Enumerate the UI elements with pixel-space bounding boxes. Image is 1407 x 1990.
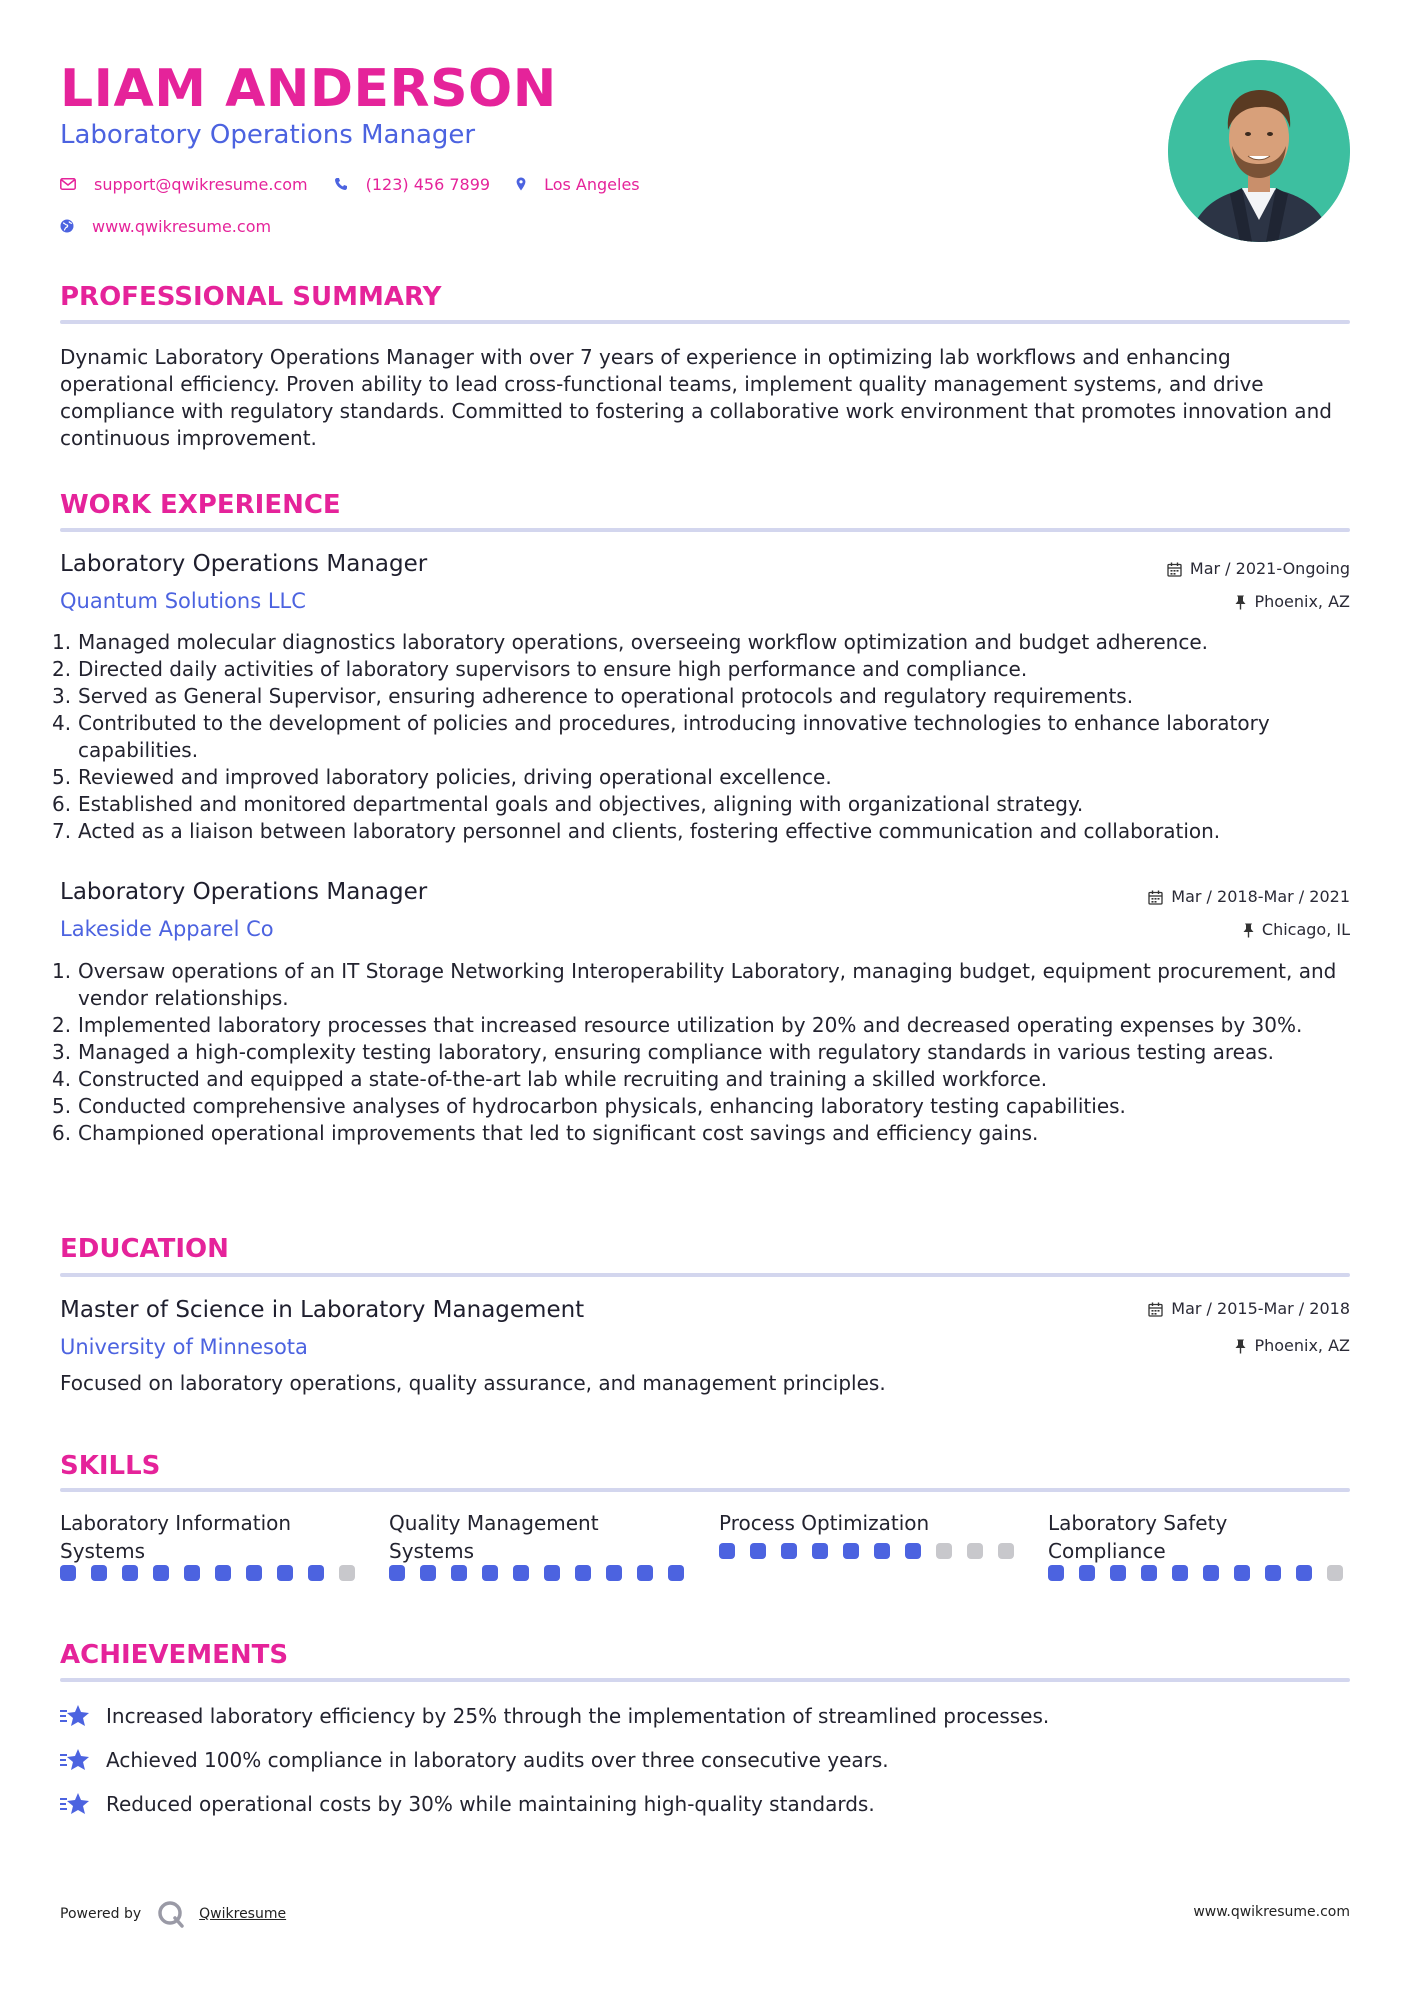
job-company: Lakeside Apparel Co <box>60 917 274 941</box>
calendar-icon <box>1148 890 1163 905</box>
contact-email[interactable] <box>60 175 308 194</box>
achievement-item <box>60 1702 1049 1730</box>
website-text: www.qwikresume.com <box>92 216 272 236</box>
education-location <box>1235 1335 1350 1357</box>
skill-rating <box>389 1565 689 1581</box>
degree-title: Master of Science in Laboratory Management <box>60 1297 585 1323</box>
education-location-text: Phoenix, AZ <box>1254 1336 1350 1355</box>
list-item: 7. Acted as a liaison between laboratory personnel and clients, fostering effective communication and collaboration. <box>52 819 1221 843</box>
job-role: Laboratory Operations Manager <box>60 879 428 905</box>
powered-by-label: Powered by <box>60 1906 142 1922</box>
skill-item <box>1048 1509 1348 1581</box>
summary-text: Dynamic Laboratory Operations Manager with over 7 years of experience in optimizing lab workflows and enhancing operational efficiency. Proven ability to lead cross-functional teams, implement quality management systems, and drive compliance with regulatory standards. Committed to fostering a collaborative work environment that promotes innovation and continuous improvement. <box>60 345 1332 450</box>
education-dates-text: Mar / 2015-Mar / 2018 <box>1171 1299 1350 1318</box>
rating-dot-filled <box>153 1565 169 1581</box>
rating-dot-filled <box>308 1565 324 1581</box>
star-icon <box>60 1704 90 1728</box>
job-location-text: Phoenix, AZ <box>1254 592 1350 611</box>
rating-dot-empty <box>936 1543 952 1559</box>
pushpin-icon <box>1235 1339 1246 1354</box>
calendar-icon <box>1167 562 1182 577</box>
star-icon <box>60 1792 90 1816</box>
rating-dot-filled <box>1141 1565 1157 1581</box>
rating-dot-filled <box>1234 1565 1250 1581</box>
section-divider <box>60 1273 1350 1277</box>
list-item: 1. Oversaw operations of an IT Storage Networking Interoperability Laboratory, managing budget, equipment procurement, and vendor relationships. <box>52 959 1337 1010</box>
education-description: Focused on laboratory operations, quality assurance, and management principles. <box>60 1371 886 1395</box>
profile-photo <box>1168 60 1350 242</box>
list-item: 6. Established and monitored departmental goals and objectives, aligning with organizational strategy. <box>52 792 1084 816</box>
rating-dot-filled <box>1110 1565 1126 1581</box>
contact-phone[interactable] <box>334 175 490 194</box>
job-company: Quantum Solutions LLC <box>60 589 306 613</box>
job-location-text: Chicago, IL <box>1261 920 1350 939</box>
star-icon <box>60 1748 90 1772</box>
section-divider <box>60 1678 1350 1682</box>
rating-dot-filled <box>1296 1565 1312 1581</box>
achievement-text: Achieved 100% compliance in laboratory audits over three consecutive years. <box>106 1748 889 1772</box>
rating-dot-filled <box>843 1543 859 1559</box>
rating-dot-filled <box>184 1565 200 1581</box>
job-location <box>1243 919 1350 941</box>
contact-row <box>60 172 666 196</box>
list-item: 1. Managed molecular diagnostics laboratory operations, overseeing workflow optimization and budget adherence. <box>52 630 1208 654</box>
job-location <box>1235 591 1350 613</box>
pushpin-icon <box>1235 595 1246 610</box>
list-item: 3. Managed a high-complexity testing laboratory, ensuring compliance with regulatory standards in various testing areas. <box>52 1040 1275 1064</box>
experience-heading: WORK EXPERIENCE <box>60 490 341 520</box>
job-bullets <box>52 958 1350 1147</box>
skill-item <box>719 1509 1019 1559</box>
job-dates <box>1167 558 1350 580</box>
list-item: 4. Contributed to the development of policies and procedures, introducing innovative technologies to enhance laboratory capabilities. <box>52 711 1270 762</box>
contact-location <box>516 175 640 194</box>
job-bullets <box>52 629 1350 845</box>
summary-heading: PROFESSIONAL SUMMARY <box>60 282 442 312</box>
rating-dot-filled <box>575 1565 591 1581</box>
pushpin-icon <box>1243 923 1254 938</box>
skill-item <box>60 1509 360 1581</box>
skill-name: Laboratory Information Systems <box>60 1511 292 1563</box>
job-dates-text: Mar / 2018-Mar / 2021 <box>1171 887 1350 906</box>
skill-item <box>389 1509 689 1581</box>
education-heading: EDUCATION <box>60 1234 229 1264</box>
rating-dot-filled <box>277 1565 293 1581</box>
section-divider <box>60 320 1350 324</box>
rating-dot-filled <box>750 1543 766 1559</box>
rating-dot-filled <box>1048 1565 1064 1581</box>
rating-dot-filled <box>1172 1565 1188 1581</box>
education-dates <box>1148 1298 1350 1320</box>
list-item: 4. Constructed and equipped a state-of-the-art lab while recruiting and training a skilled workforce. <box>52 1067 1048 1091</box>
rating-dot-filled <box>781 1543 797 1559</box>
footer-powered-by <box>60 1900 286 1928</box>
map-pin-icon <box>516 177 526 191</box>
section-divider <box>60 528 1350 532</box>
candidate-title: Laboratory Operations Manager <box>60 120 476 150</box>
rating-dot-filled <box>1079 1565 1095 1581</box>
envelope-icon <box>60 178 76 190</box>
list-item: 2. Directed daily activities of laboratory supervisors to ensure high performance and compliance. <box>52 657 1028 681</box>
rating-dot-filled <box>874 1543 890 1559</box>
rating-dot-filled <box>91 1565 107 1581</box>
rating-dot-filled <box>482 1565 498 1581</box>
list-item: 6. Championed operational improvements that led to significant cost savings and efficiency gains. <box>52 1121 1039 1145</box>
brand-link[interactable]: Qwikresume <box>199 1906 287 1922</box>
section-divider <box>60 1488 1350 1492</box>
qwikresume-logo-icon <box>157 1900 185 1928</box>
rating-dot-filled <box>389 1565 405 1581</box>
calendar-icon <box>1148 1302 1163 1317</box>
list-item: 2. Implemented laboratory processes that increased resource utilization by 20% and decreased operating expenses by 30%. <box>52 1013 1303 1037</box>
achievement-item <box>60 1790 875 1818</box>
rating-dot-empty <box>998 1543 1014 1559</box>
skill-rating <box>719 1543 1019 1559</box>
list-item: 3. Served as General Supervisor, ensuring adherence to operational protocols and regulatory requirements. <box>52 684 1134 708</box>
rating-dot-filled <box>719 1543 735 1559</box>
rating-dot-filled <box>606 1565 622 1581</box>
skill-name: Laboratory Safety Compliance <box>1048 1511 1228 1563</box>
rating-dot-filled <box>637 1565 653 1581</box>
rating-dot-filled <box>60 1565 76 1581</box>
candidate-name: LIAM ANDERSON <box>60 59 557 119</box>
list-item: 5. Conducted comprehensive analyses of hydrocarbon physicals, enhancing laboratory testing capabilities. <box>52 1094 1126 1118</box>
rating-dot-empty <box>967 1543 983 1559</box>
rating-dot-filled <box>513 1565 529 1581</box>
rating-dot-filled <box>246 1565 262 1581</box>
school-name: University of Minnesota <box>60 1335 308 1359</box>
list-item: 5. Reviewed and improved laboratory policies, driving operational excellence. <box>52 765 832 789</box>
achievement-text: Increased laboratory efficiency by 25% through the implementation of streamlined processes. <box>106 1704 1050 1728</box>
rating-dot-filled <box>812 1543 828 1559</box>
footer-website[interactable]: www.qwikresume.com <box>1193 1904 1350 1920</box>
skill-name: Process Optimization <box>719 1511 930 1535</box>
job-dates-text: Mar / 2021-Ongoing <box>1189 559 1350 578</box>
phone-text: (123) 456 7899 <box>365 174 491 194</box>
rating-dot-filled <box>668 1565 684 1581</box>
globe-icon <box>60 219 74 233</box>
location-text: Los Angeles <box>544 174 640 194</box>
phone-icon <box>334 177 348 191</box>
rating-dot-filled <box>1203 1565 1219 1581</box>
skill-name: Quality Management Systems <box>389 1511 599 1563</box>
rating-dot-empty <box>339 1565 355 1581</box>
achievement-item <box>60 1746 889 1774</box>
email-text: support@qwikresume.com <box>94 174 308 194</box>
job-role: Laboratory Operations Manager <box>60 551 428 577</box>
rating-dot-filled <box>544 1565 560 1581</box>
rating-dot-filled <box>905 1543 921 1559</box>
rating-dot-filled <box>215 1565 231 1581</box>
skill-rating <box>1048 1565 1348 1581</box>
rating-dot-empty <box>1327 1565 1343 1581</box>
contact-website[interactable] <box>60 217 271 236</box>
skill-rating <box>60 1565 360 1581</box>
skills-heading: SKILLS <box>60 1451 161 1481</box>
rating-dot-filled <box>1265 1565 1281 1581</box>
rating-dot-filled <box>451 1565 467 1581</box>
achievement-text: Reduced operational costs by 30% while maintaining high-quality standards. <box>106 1792 875 1816</box>
rating-dot-filled <box>122 1565 138 1581</box>
rating-dot-filled <box>420 1565 436 1581</box>
contact-row-website <box>60 214 297 238</box>
job-dates <box>1148 886 1350 908</box>
achievements-heading: ACHIEVEMENTS <box>60 1640 289 1670</box>
